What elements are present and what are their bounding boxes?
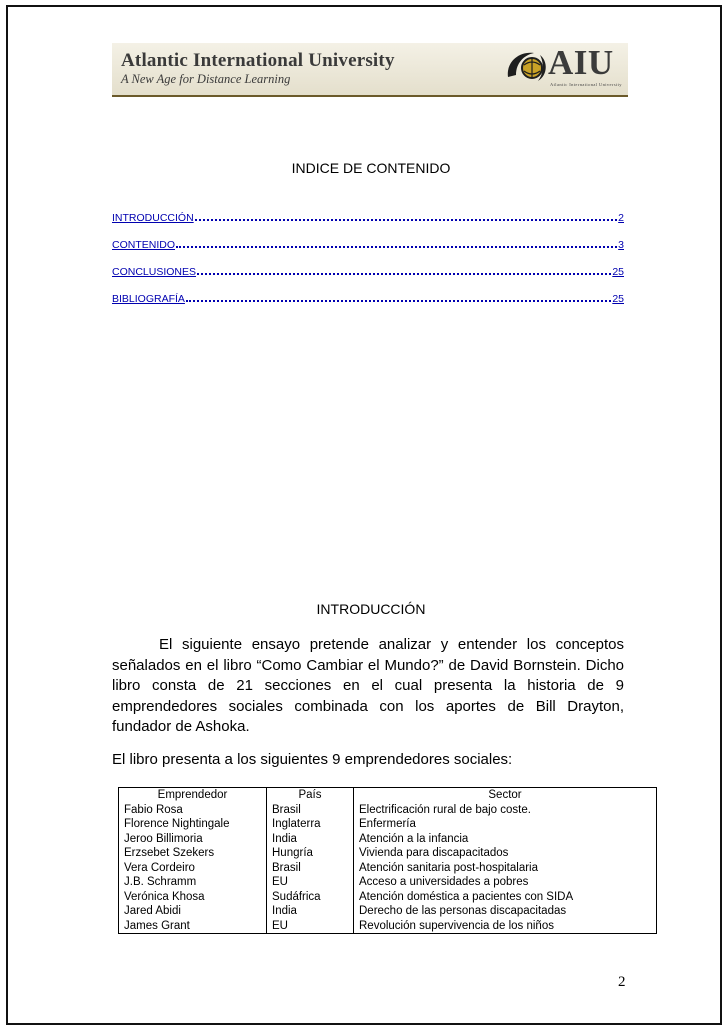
cell-sector: Atención a la infancia <box>354 832 657 847</box>
cell-sector: Revolución supervivencia de los niños <box>354 919 657 934</box>
introduction-paragraph: El siguiente ensayo pretende analizar y entender los conceptos señalados en el libro “Como Cambiar el Mundo?” de David Bornstein. Dicho libro consta de 21 secciones en el cual presenta la historia de 9 emprendedores sociales combinada con los aportes de Bill Drayton, fundador de Ashoka. <box>112 636 624 735</box>
header-pais: País <box>267 788 354 803</box>
toc-link-introduccion[interactable]: INTRODUCCIÓN 2 <box>112 212 624 224</box>
toc-link-contenido[interactable]: CONTENIDO 3 <box>112 239 624 251</box>
toc-title: INDICE DE CONTENIDO <box>291 160 451 176</box>
cell-pais: Brasil <box>267 861 354 876</box>
cell-pais: EU <box>267 875 354 890</box>
globe-swoosh-icon <box>504 47 550 87</box>
cell-emprendedor: Erzsebet Szekers <box>119 846 267 861</box>
document-page <box>6 5 722 1025</box>
university-tagline: A New Age for Distance Learning <box>121 72 291 86</box>
cell-pais: Inglaterra <box>267 817 354 832</box>
cell-emprendedor: Jared Abidi <box>119 904 267 919</box>
cell-pais: India <box>267 832 354 847</box>
table-row <box>119 832 657 847</box>
introduction-heading: INTRODUCCIÓN <box>316 601 426 617</box>
cell-pais: Sudáfrica <box>267 890 354 905</box>
university-name: Atlantic International University <box>121 50 395 71</box>
cell-sector: Acceso a universidades a pobres <box>354 875 657 890</box>
toc-link-conclusiones[interactable]: CONCLUSIONES 25 <box>112 266 624 278</box>
aiu-logo <box>504 43 622 89</box>
table-row <box>119 875 657 890</box>
table-row <box>119 803 657 818</box>
header-sector: Sector <box>354 788 657 803</box>
page-number: 2 <box>618 974 626 990</box>
cell-pais: EU <box>267 919 354 934</box>
table-row <box>119 904 657 919</box>
table-of-contents <box>112 197 624 305</box>
entrepreneurs-table <box>118 787 657 934</box>
table-header-row <box>119 788 657 803</box>
toc-link-bibliografia[interactable]: BIBLIOGRAFÍA 25 <box>112 293 624 305</box>
cell-sector: Enfermería <box>354 817 657 832</box>
table-row <box>119 817 657 832</box>
cell-sector: Vivienda para discapacitados <box>354 846 657 861</box>
cell-sector: Derecho de las personas discapacitadas <box>354 904 657 919</box>
cell-sector: Atención sanitaria post-hospitalaria <box>354 861 657 876</box>
cell-sector: Atención doméstica a pacientes con SIDA <box>354 890 657 905</box>
cell-emprendedor: James Grant <box>119 919 267 934</box>
header-banner <box>112 43 628 97</box>
cell-emprendedor: Fabio Rosa <box>119 803 267 818</box>
header-emprendedor: Emprendedor <box>119 788 267 803</box>
cell-pais: Brasil <box>267 803 354 818</box>
cell-emprendedor: Vera Cordeiro <box>119 861 267 876</box>
aiu-letters: AIU <box>548 43 614 82</box>
table-row <box>119 919 657 934</box>
cell-pais: India <box>267 904 354 919</box>
introduction-lead: El libro presenta a los siguientes 9 emprendedores sociales: <box>112 751 513 768</box>
cell-sector: Electrificación rural de bajo coste. <box>354 803 657 818</box>
table-row <box>119 861 657 876</box>
cell-emprendedor: J.B. Schramm <box>119 875 267 890</box>
table-row <box>119 846 657 861</box>
cell-pais: Hungría <box>267 846 354 861</box>
cell-emprendedor: Florence Nightingale <box>119 817 267 832</box>
aiu-subtitle: Atlantic International University <box>550 82 622 87</box>
table-row <box>119 890 657 905</box>
cell-emprendedor: Jeroo Billimoria <box>119 832 267 847</box>
cell-emprendedor: Verónica Khosa <box>119 890 267 905</box>
